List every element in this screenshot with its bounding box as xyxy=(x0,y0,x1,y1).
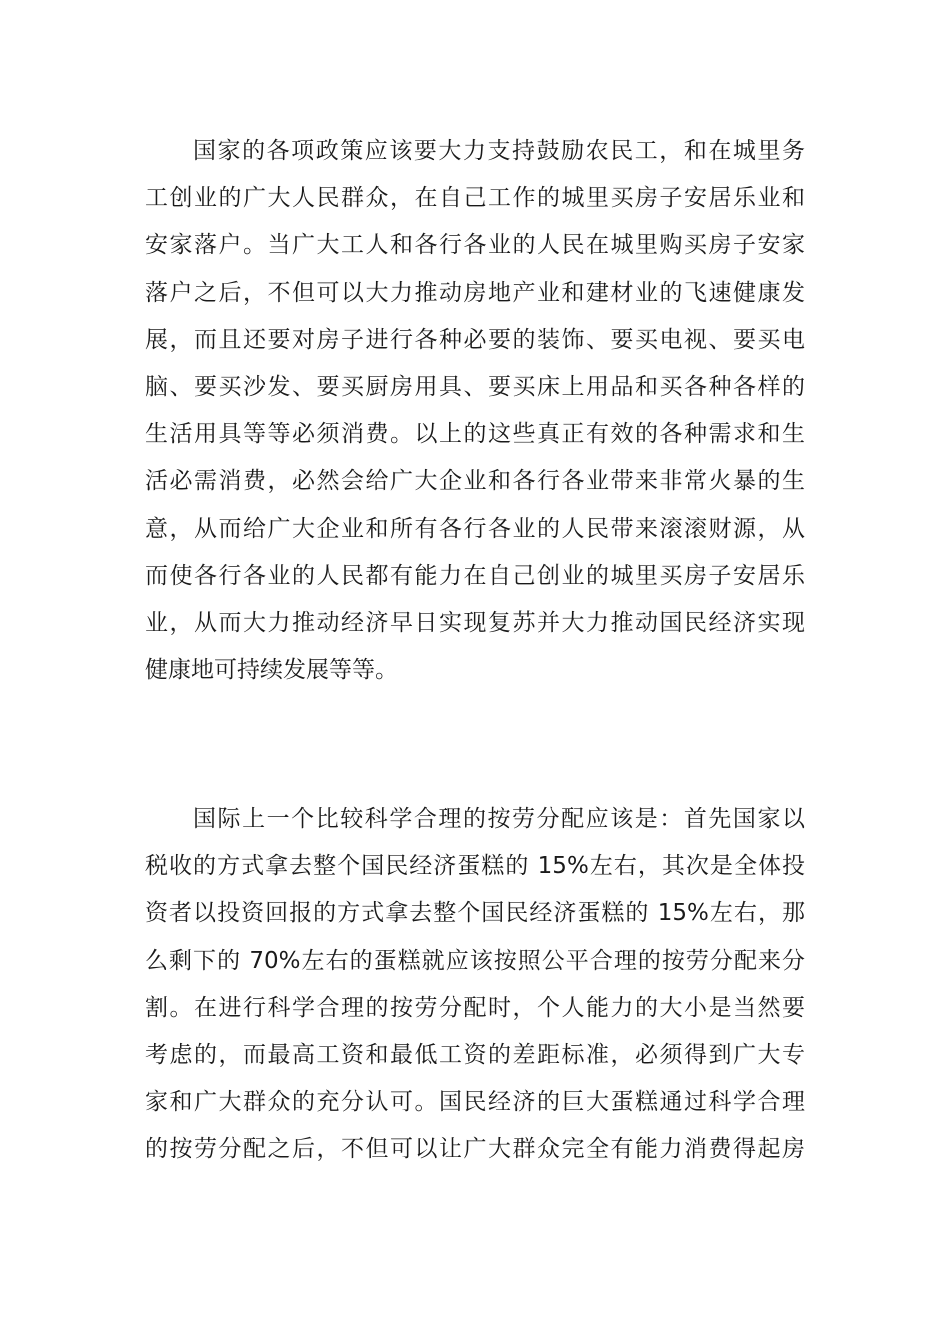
text-line: 展，而且还要对房子进行各种必要的装饰、要买电视、要买电 xyxy=(145,326,805,353)
text-line: 活必需消费，必然会给广大企业和各行各业带来非常火暴的生 xyxy=(145,468,805,495)
text-line: 国际上一个比较科学合理的按劳分配应该是：首先国家以 xyxy=(193,806,805,832)
text-line: 健康地可持续发展等等。 xyxy=(145,657,398,684)
text-line: 家和广大群众的充分认可。国民经济的巨大蛋糕通过科学合理 xyxy=(145,1089,805,1116)
paragraph-income-distribution xyxy=(145,796,805,1174)
text-line: 国家的各项政策应该要大力支持鼓励农民工，和在城里务 xyxy=(193,138,805,164)
text-line: 脑、要买沙发、要买厨房用具、要买床上用品和买各种各样的 xyxy=(145,374,805,401)
text-line: 资者以投资回报的方式拿去整个国民经济蛋糕的 15%左右，那 xyxy=(145,900,805,927)
text-line: 意，从而给广大企业和所有各行各业的人民带来滚滚财源，从 xyxy=(145,515,805,542)
text-line: 考虑的，而最高工资和最低工资的差距标准，必须得到广大专 xyxy=(145,1042,805,1069)
text-line: 落户之后，不但可以大力推动房地产业和建材业的飞速健康发 xyxy=(145,279,805,306)
text-line: 工创业的广大人民群众，在自己工作的城里买房子安居乐业和 xyxy=(145,185,805,212)
text-line: 而使各行各业的人民都有能力在自己创业的城里买房子安居乐 xyxy=(145,562,805,589)
text-line: 业，从而大力推动经济早日实现复苏并大力推动国民经济实现 xyxy=(145,610,805,637)
text-line: 么剩下的 70%左右的蛋糕就应该按照公平合理的按劳分配来分 xyxy=(145,947,805,974)
text-line: 的按劳分配之后，不但可以让广大群众完全有能力消费得起房 xyxy=(145,1136,805,1163)
text-line: 安家落户。当广大工人和各行各业的人民在城里购买房子安家 xyxy=(145,232,805,259)
text-line: 生活用具等等必须消费。以上的这些真正有效的各种需求和生 xyxy=(145,421,805,448)
paragraph-housing-policy xyxy=(145,128,805,694)
text-line: 割。在进行科学合理的按劳分配时，个人能力的大小是当然要 xyxy=(145,994,805,1021)
text-line: 税收的方式拿去整个国民经济蛋糕的 15%左右，其次是全体投 xyxy=(145,853,805,880)
